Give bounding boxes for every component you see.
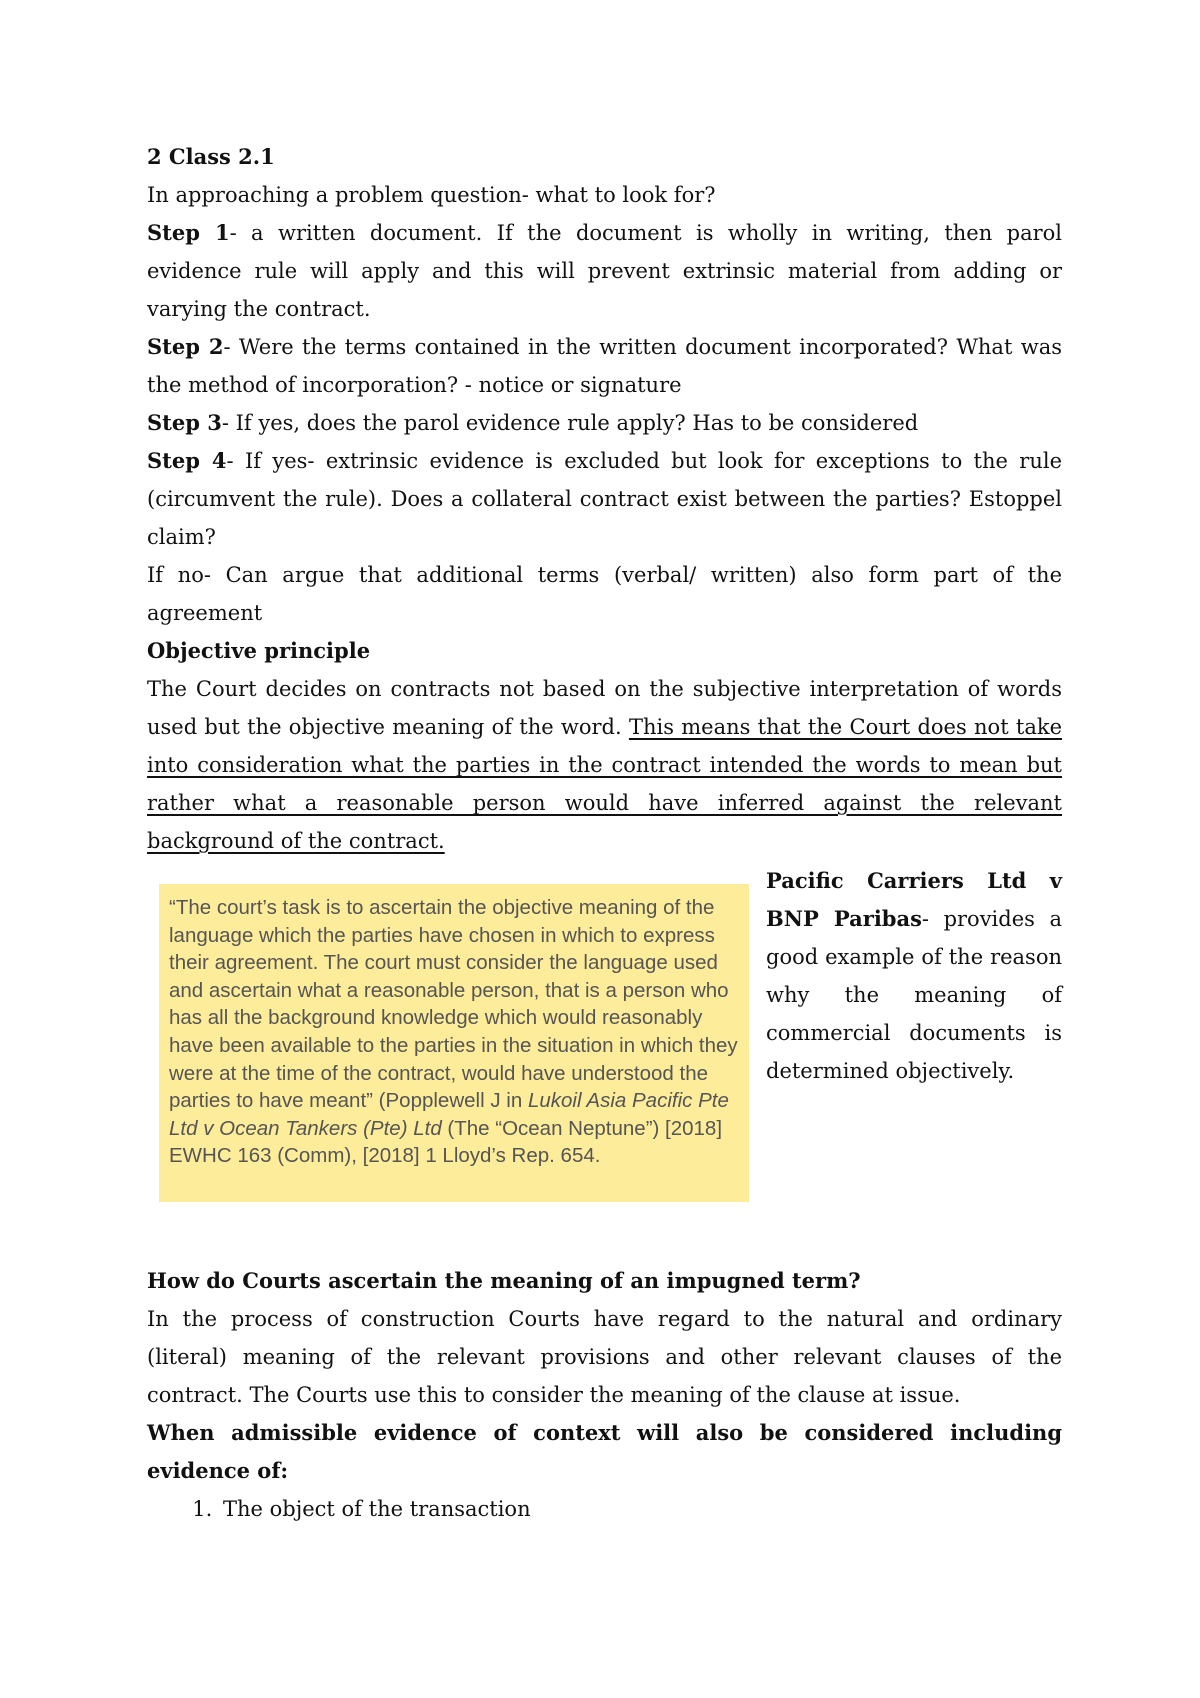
class-title: 2 Class 2.1 xyxy=(147,144,275,169)
evidence-heading: When admissible evidence of context will also be considered including evidence of: xyxy=(147,1420,1062,1483)
meaning-heading: How do Courts ascertain the meaning of an impugned term? xyxy=(147,1268,861,1293)
list-item: 1. The object of the transaction xyxy=(219,1490,1062,1528)
quote-text: “The court’s task is to ascertain the objective meaning of the language which the parties have chosen in which to express their agreement. The court must consider the language used and ascertain what a reasonable person, that is a person who has all the background knowledge which would reasonably have been available to the parties in the situation in which they were at the time of the contract, would have understood the parties to have meant” (Popplewell J in xyxy=(169,896,738,1113)
meaning-paragraph: In the process of construction Courts have regard to the natural and ordinary (literal) meaning of the relevant provisions and other relevant clauses of the contract. The Courts use this to consider the meaning of the clause at issue. xyxy=(147,1307,1062,1407)
objective-principle-paragraph xyxy=(147,670,1062,860)
evidence-list xyxy=(147,1490,1062,1528)
quote-case-italic: Lukoil Asia Pacific Pte Ltd v Ocean Tankers (Pte) Ltd xyxy=(169,1089,729,1140)
if-no-paragraph: If no- Can argue that additional terms (verbal/ written) also form part of the agreement xyxy=(147,563,1062,625)
quote-and-case-row xyxy=(147,862,1062,1262)
intro-line: In approaching a problem question- what to look for? xyxy=(147,183,716,207)
step-2-text: - Were the terms contained in the written document incorporated? What was the method of incorporation? - notice or signature xyxy=(147,335,1062,397)
objective-principle-heading: Objective principle xyxy=(147,638,371,663)
step-1-label: Step 1 xyxy=(147,220,230,245)
case-name: Pacific Carriers Ltd v BNP Paribas xyxy=(766,868,1062,931)
step-1-text: - a written document. If the document is wholly in writing, then parol evidence rule will apply and this will prevent extrinsic material from adding or varying the contract. xyxy=(147,221,1062,321)
step-3 xyxy=(147,404,1062,442)
step-2 xyxy=(147,328,1062,404)
case-note-text: - provides a good example of the reason why the meaning of commercial documents is determined objectively. xyxy=(766,907,1062,1083)
quote-citation: (The “Ocean Neptune”) [2018] EWHC 163 (Comm), [2018] 1 Lloyd’s Rep. 654. xyxy=(169,1116,723,1168)
objective-underlined-text: This means that the Court does not take into consideration what the parties in the contract intended the words to mean but rather what a reasonable person would have inferred against the relevant background of the contract. xyxy=(147,715,1063,853)
step-3-text: - If yes, does the parol evidence rule apply? Has to be considered xyxy=(221,411,919,435)
step-4 xyxy=(147,442,1062,556)
highlighted-quote-image xyxy=(159,884,749,1202)
step-2-label: Step 2 xyxy=(147,334,224,359)
document-page xyxy=(147,138,1062,1528)
case-note xyxy=(766,862,1062,1090)
step-3-label: Step 3 xyxy=(147,410,222,435)
objective-text: The Court decides on contracts not based on the subjective interpretation of words used but the objective meaning of the word. xyxy=(147,677,1062,739)
step-4-label: Step 4 xyxy=(147,448,227,473)
step-1 xyxy=(147,214,1062,328)
step-4-text: - If yes- extrinsic evidence is excluded but look for exceptions to the rule (circumvent the rule). Does a collateral contract exist between the parties? Estoppel claim? xyxy=(147,449,1063,549)
